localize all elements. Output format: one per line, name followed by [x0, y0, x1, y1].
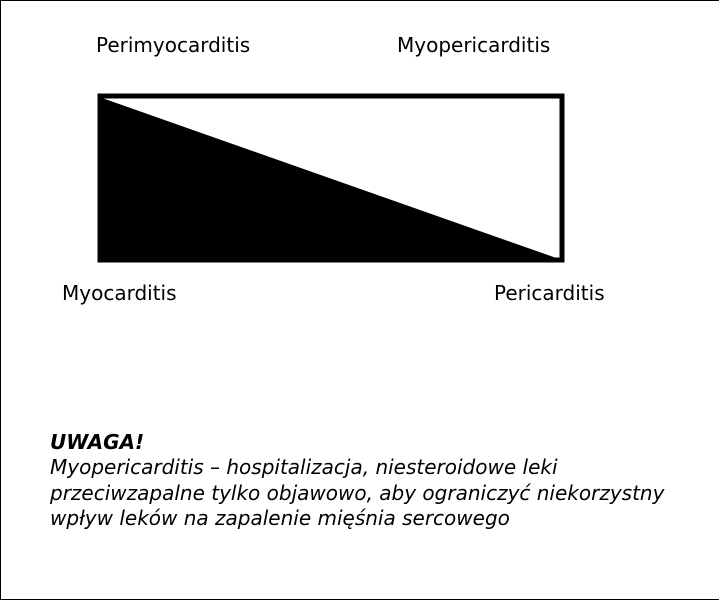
pericarditis-label: Pericarditis — [494, 281, 605, 305]
myopericarditis-label: Myopericarditis — [397, 33, 551, 57]
myocarditis-proportion-triangle — [102, 98, 562, 260]
warning-title: UWAGA! — [50, 430, 145, 454]
warning-note — [50, 430, 670, 532]
spectrum-diagram — [96, 92, 568, 266]
myocarditis-label: Myocarditis — [62, 281, 177, 305]
perimyocarditis-label: Perimyocarditis — [96, 33, 251, 57]
warning-text: Myopericarditis – hospitalizacja, niesteroidowe leki przeciwzapalne tylko objawowo, aby ograniczyć niekorzystny wpływ leków na zapalenie mięśnia sercowego — [50, 455, 665, 531]
